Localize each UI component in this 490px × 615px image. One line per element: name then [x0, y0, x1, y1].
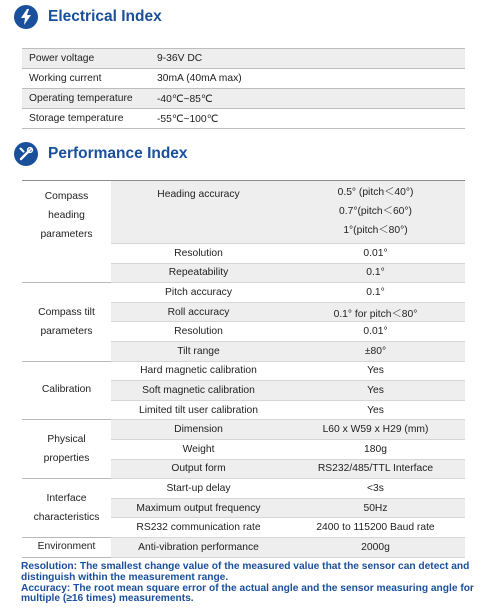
resolution-note: Resolution: The smallest change value of the measured value that the sensor can detect and distinguish within the measurement range.: [21, 561, 470, 583]
param-name: Power voltage: [22, 49, 150, 69]
table-row: [22, 109, 465, 129]
group-compass-heading: [22, 181, 111, 283]
param-name: Output form: [111, 459, 286, 479]
group-calibration: Calibration: [22, 361, 111, 420]
group-compass-tilt: [22, 283, 111, 361]
param-name: Operating temperature: [22, 89, 150, 109]
param-name: Resolution: [111, 244, 286, 264]
group-interface-characteristics: [22, 479, 111, 538]
table-row: [22, 283, 465, 303]
group-label-line: parameters: [40, 325, 93, 337]
param-name: Soft magnetic calibration: [111, 381, 286, 401]
accuracy-note: Accuracy: The root mean square error of the actual angle and the sensor measuring angle for multiple (≥16 times) measurements.: [21, 582, 474, 605]
performance-index-header: [14, 142, 188, 166]
param-name: Roll accuracy: [111, 302, 286, 322]
group-label-line: heading: [48, 210, 85, 221]
param-value: 0.1°: [286, 283, 465, 303]
param-name: Weight: [111, 439, 286, 459]
param-value: -40℃~85℃: [150, 89, 465, 109]
param-name: Working current: [22, 69, 150, 89]
param-value: 0.01°: [286, 244, 465, 264]
group-label-line: Compass tilt: [38, 306, 95, 318]
param-name: Hard magnetic calibration: [111, 361, 286, 381]
param-value: 50Hz: [286, 498, 465, 518]
param-name: Anti-vibration performance: [111, 537, 286, 557]
electrical-index-header: [14, 5, 162, 29]
param-value: Yes: [286, 400, 465, 420]
heading-accuracy-value: 0.7°(pitch＜60°): [339, 206, 412, 217]
param-name: Storage temperature: [22, 109, 150, 129]
table-row: [22, 49, 465, 69]
lightning-bolt-icon: [14, 5, 38, 29]
electrical-index-title: Electrical Index: [48, 8, 162, 25]
param-value: ±80°: [286, 341, 465, 361]
param-value: Yes: [286, 361, 465, 381]
group-label-line: properties: [43, 453, 90, 465]
param-name: Dimension: [111, 420, 286, 440]
group-physical-properties: [22, 420, 111, 479]
param-name: Resolution: [111, 322, 286, 342]
param-value: 2000g: [286, 537, 465, 557]
table-row: [22, 69, 465, 89]
param-name: RS232 communication rate: [111, 518, 286, 538]
param-value: [286, 181, 465, 244]
param-value: 0.01°: [286, 322, 465, 342]
performance-index-table: [22, 180, 465, 558]
param-name: Tilt range: [111, 341, 286, 361]
table-row: [22, 89, 465, 109]
param-name: Heading accuracy: [111, 181, 286, 244]
group-label-line: Physical: [47, 434, 86, 446]
param-value: 30mA (40mA max): [150, 69, 465, 89]
electrical-index-table: [22, 48, 465, 129]
table-row: [22, 361, 465, 381]
footnotes: [21, 562, 490, 605]
param-value: 2400 to 115200 Baud rate: [286, 518, 465, 538]
param-name: Limited tilt user calibration: [111, 400, 286, 420]
table-row: [22, 537, 465, 557]
param-name: Start-up delay: [111, 479, 286, 499]
group-label-line: characteristics: [33, 512, 100, 524]
param-value: 0.1°: [286, 263, 465, 283]
group-label-line: parameters: [40, 229, 93, 240]
tools-icon: [14, 142, 38, 166]
table-row: [22, 181, 465, 244]
heading-accuracy-value: 0.5° (pitch＜40°): [337, 187, 414, 198]
performance-index-title: Performance Index: [48, 145, 188, 162]
param-value: <3s: [286, 479, 465, 499]
param-value: Yes: [286, 381, 465, 401]
param-value: 180g: [286, 439, 465, 459]
param-name: Maximum output frequency: [111, 498, 286, 518]
group-label-line: Interface: [46, 493, 87, 505]
param-value: RS232/485/TTL Interface: [286, 459, 465, 479]
param-name: Pitch accuracy: [111, 283, 286, 303]
param-value: -55℃~100℃: [150, 109, 465, 129]
param-name: Repeatability: [111, 263, 286, 283]
table-row: [22, 479, 465, 499]
group-environment: Environment: [22, 537, 111, 557]
heading-accuracy-value: 1°(pitch＜80°): [343, 225, 408, 236]
param-value: L60 x W59 x H29 (mm): [286, 420, 465, 440]
group-label-line: Compass: [44, 191, 89, 202]
param-value: 9-36V DC: [150, 49, 465, 69]
table-row: [22, 420, 465, 440]
param-value: 0.1° for pitch＜80°: [286, 302, 465, 322]
